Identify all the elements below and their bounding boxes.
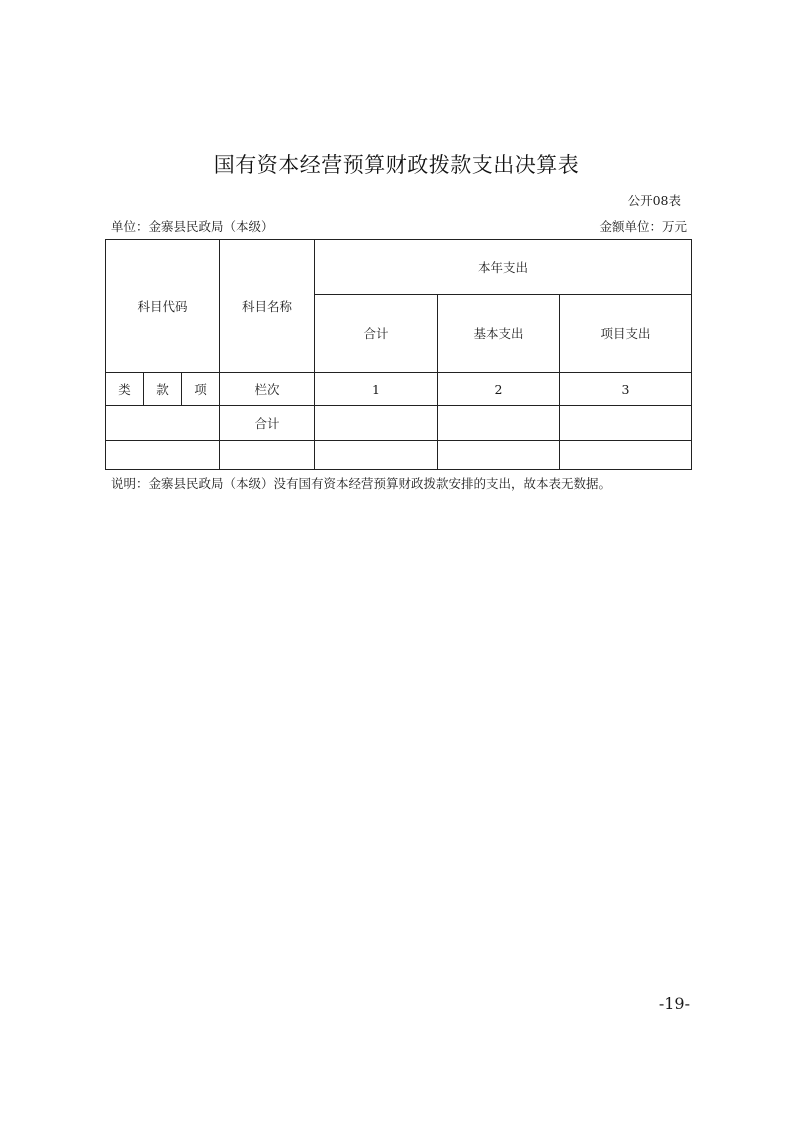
reporting-unit: 单位：金寨县民政局（本级）: [111, 219, 274, 234]
form-number: 公开08表: [627, 193, 681, 208]
header-column-no: 栏次: [220, 373, 315, 406]
total-row-project-cell: [560, 406, 692, 441]
page-title: 国有资本经营预算财政拨款支出决算表: [213, 153, 580, 177]
empty-row-basic-cell: [438, 441, 560, 470]
page-number: -19-: [658, 994, 690, 1013]
total-row-total-cell: [315, 406, 438, 441]
total-row-label: 合计: [220, 406, 315, 441]
empty-row-name-cell: [220, 441, 315, 470]
header-project-expense: 项目支出: [560, 295, 692, 373]
header-row-1: [106, 240, 692, 295]
header-subject-name: 科目名称: [220, 240, 315, 373]
column-index-row: [106, 373, 692, 406]
header-class: 类: [106, 373, 144, 406]
amount-unit: 金额单位：万元: [599, 219, 687, 234]
column-3-index: 3: [560, 373, 692, 406]
header-subject-code: 科目代码: [106, 240, 220, 373]
header-section: 款: [144, 373, 182, 406]
empty-row: [106, 441, 692, 470]
column-2-index: 2: [438, 373, 560, 406]
explanatory-note: 说明：金寨县民政局（本级）没有国有资本经营预算财政拨款安排的支出，故本表无数据。: [111, 476, 612, 491]
column-1-index: 1: [315, 373, 438, 406]
header-basic-expense: 基本支出: [438, 295, 560, 373]
empty-row-project-cell: [560, 441, 692, 470]
header-total: 合计: [315, 295, 438, 373]
total-row-code-cell: [106, 406, 220, 441]
empty-row-total-cell: [315, 441, 438, 470]
header-item: 项: [182, 373, 220, 406]
total-row: [106, 406, 692, 441]
header-current-year-expense: 本年支出: [315, 240, 692, 295]
expenditure-table: [105, 239, 692, 470]
total-row-basic-cell: [438, 406, 560, 441]
empty-row-code-cell: [106, 441, 220, 470]
